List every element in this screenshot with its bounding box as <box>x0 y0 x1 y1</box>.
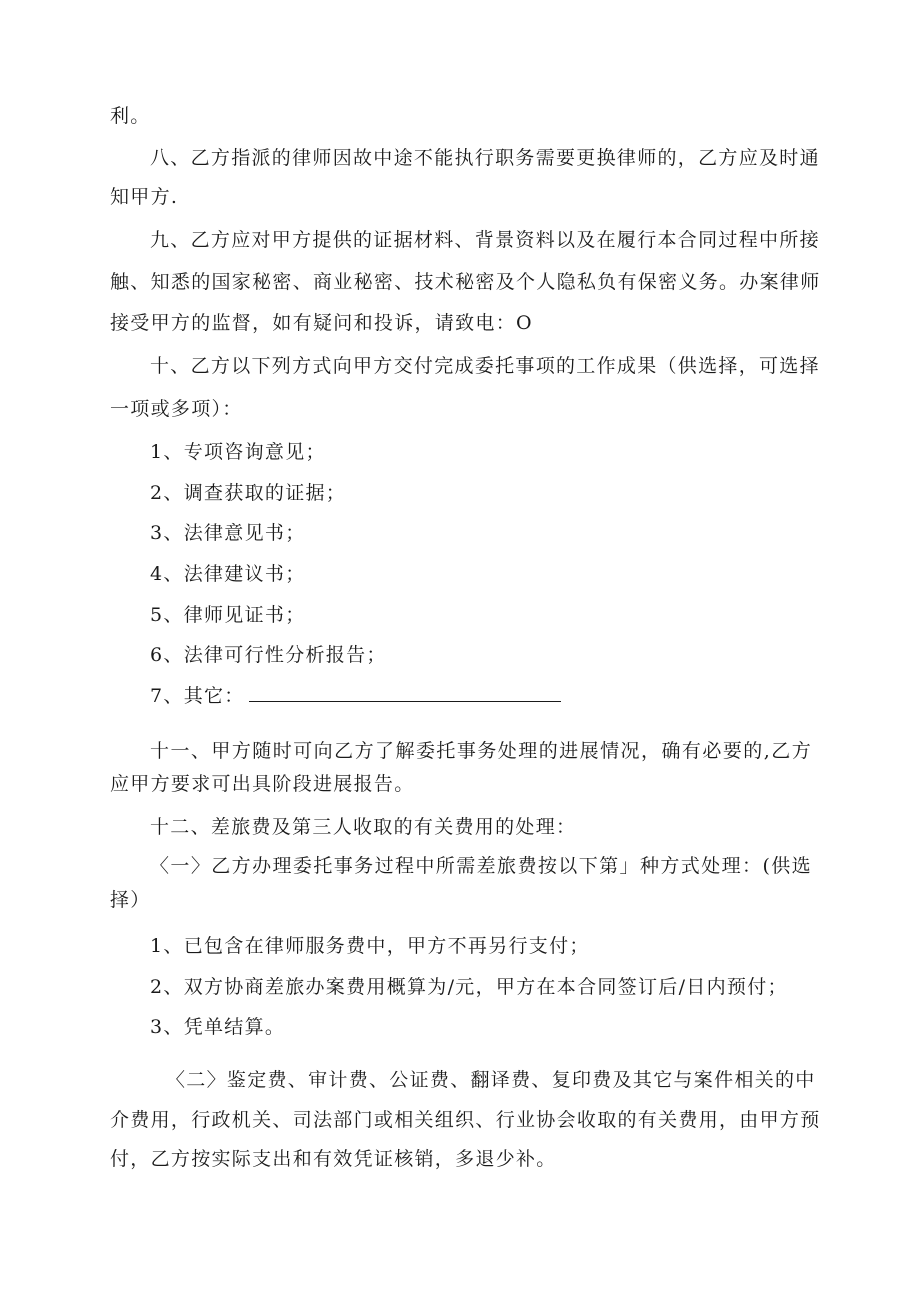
clause-10-line-1: 十、乙方以下列方式向甲方交付完成委托事项的工作成果（供选择，可选择 <box>150 355 820 377</box>
list-item-label: 7、其它： <box>150 685 245 707</box>
list-item: 6、法律可行性分析报告； <box>150 644 387 666</box>
text-line: 利。 <box>110 105 151 127</box>
clause-11-line-1: 十一、甲方随时可向乙方了解委托事务处理的进展情况，确有必要的,乙方 <box>150 740 812 762</box>
clause-9-line-3: 接受甲方的监督，如有疑问和投诉，请致电：O <box>110 312 533 334</box>
clause-12-2-line-1: 〈二〉鉴定费、审计费、公证费、翻译费、复印费及其它与案件相关的中 <box>166 1069 816 1091</box>
clause-12-2-line-3: 付，乙方按实际支出和有效凭证核销，多退少补。 <box>110 1148 557 1170</box>
clause-9-line-1: 九、乙方应对甲方提供的证据材料、背景资料以及在履行本合同过程中所接 <box>150 229 820 251</box>
clause-9-line-2: 触、知悉的国家秘密、商业秘密、技术秘密及个人隐私负有保密义务。办案律师 <box>110 271 821 293</box>
fill-in-blank <box>249 683 561 702</box>
list-item: 1、专项咨询意见； <box>150 441 326 463</box>
clause-12-2-line-2: 介费用，行政机关、司法部门或相关组织、行业协会收取的有关费用，由甲方预 <box>110 1109 821 1131</box>
list-item: 3、凭单结算。 <box>150 1016 286 1038</box>
list-item-other <box>150 683 812 709</box>
clause-12-1-line-1: 〈一〉乙方办理委托事务过程中所需差旅费按以下第」种方式处理：(供选 <box>150 855 812 877</box>
list-item: 4、法律建议书； <box>150 563 306 585</box>
clause-12-1-line-2: 择） <box>110 889 151 911</box>
clause-12-heading: 十二、差旅费及第三人收取的有关费用的处理： <box>150 816 577 838</box>
list-item: 3、法律意见书； <box>150 522 306 544</box>
clause-8-line-2: 知甲方. <box>110 186 179 208</box>
clause-11-line-2: 应甲方要求可出具阶段进展报告。 <box>110 773 415 795</box>
clause-8-line-1: 八、乙方指派的律师因故中途不能执行职务需要更换律师的，乙方应及时通 <box>150 147 820 169</box>
list-item: 5、律师见证书； <box>150 604 306 626</box>
list-item: 1、已包含在律师服务费中，甲方不再另行支付； <box>150 935 590 957</box>
list-item: 2、调查获取的证据； <box>150 482 347 504</box>
list-item: 2、双方协商差旅办案费用概算为/元，甲方在本合同签订后/日内预付； <box>150 976 788 998</box>
clause-10-line-2: 一项或多项）： <box>110 398 243 420</box>
